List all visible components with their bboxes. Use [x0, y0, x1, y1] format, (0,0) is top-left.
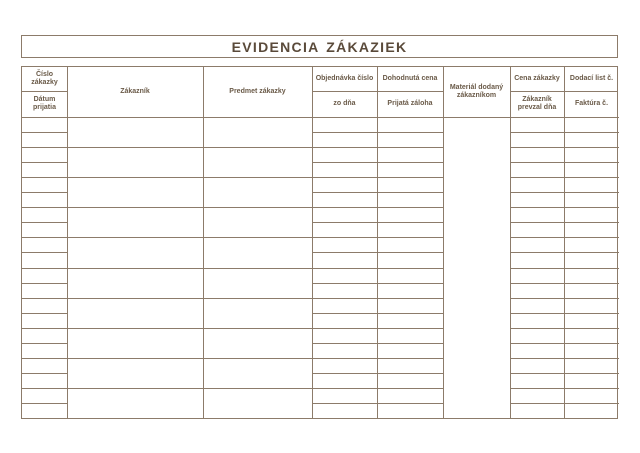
row-half-divider [377, 373, 443, 374]
row-half-divider [564, 313, 619, 314]
order-register-table [21, 66, 618, 419]
row-half-divider [312, 252, 377, 253]
row-half-divider [564, 403, 619, 404]
row-half-divider [564, 373, 619, 374]
row-half-divider [22, 222, 67, 223]
row-half-divider [312, 222, 377, 223]
row-half-divider [22, 192, 67, 193]
column-divider [67, 67, 68, 418]
row-half-divider [312, 343, 377, 344]
row-divider [22, 147, 443, 148]
header-customer-material: Materiál dodaný zákazníkom [449, 84, 504, 99]
row-half-divider [377, 283, 443, 284]
row-half-divider [510, 403, 564, 404]
row-half-divider [377, 162, 443, 163]
header-order-price: Cena zákazky [514, 75, 560, 82]
row-divider [22, 207, 443, 208]
row-half-divider [312, 162, 377, 163]
header-bottom-line [22, 117, 619, 118]
row-half-divider [22, 252, 67, 253]
column-divider [443, 67, 444, 418]
row-half-divider [22, 403, 67, 404]
row-half-divider [564, 192, 619, 193]
row-divider [510, 388, 619, 389]
column-divider [564, 67, 565, 418]
header-customer-received-date: Zákazník prevzal dňa [517, 96, 557, 111]
row-half-divider [312, 132, 377, 133]
column-divider [377, 67, 378, 418]
row-divider [22, 328, 443, 329]
row-half-divider [22, 373, 67, 374]
row-half-divider [22, 132, 67, 133]
row-half-divider [312, 403, 377, 404]
page-title: EVIDENCIA ZÁKAZIEK [231, 38, 408, 55]
row-divider [22, 268, 443, 269]
row-half-divider [564, 283, 619, 284]
column-divider [203, 67, 204, 418]
header-delivery-note: Dodací list č. [569, 75, 614, 82]
header-order-number: Číslo zákazky [31, 71, 58, 86]
row-half-divider [377, 252, 443, 253]
row-half-divider [312, 373, 377, 374]
row-half-divider [510, 132, 564, 133]
row-half-divider [510, 222, 564, 223]
row-half-divider [510, 252, 564, 253]
row-half-divider [377, 343, 443, 344]
row-half-divider [312, 313, 377, 314]
column-divider [312, 67, 313, 418]
row-divider [510, 358, 619, 359]
row-divider [510, 328, 619, 329]
row-divider [510, 237, 619, 238]
row-half-divider [22, 162, 67, 163]
row-half-divider [564, 343, 619, 344]
row-half-divider [510, 313, 564, 314]
row-half-divider [510, 373, 564, 374]
row-half-divider [564, 162, 619, 163]
title-box [21, 35, 618, 58]
row-half-divider [510, 283, 564, 284]
row-half-divider [510, 192, 564, 193]
row-half-divider [377, 132, 443, 133]
header-date-received: Dátum prijatia [33, 96, 56, 111]
row-divider [510, 207, 619, 208]
header-purchase-order-number: Objednávka číslo [315, 75, 374, 82]
row-half-divider [377, 222, 443, 223]
row-divider [510, 177, 619, 178]
row-divider [22, 298, 443, 299]
row-half-divider [312, 283, 377, 284]
row-half-divider [510, 162, 564, 163]
column-divider [510, 67, 511, 418]
row-half-divider [564, 132, 619, 133]
header-order-date: zo dňa [333, 100, 356, 107]
row-divider [510, 147, 619, 148]
row-divider [510, 298, 619, 299]
row-divider [22, 177, 443, 178]
row-half-divider [377, 403, 443, 404]
header-customer: Zákazník [120, 88, 150, 95]
row-divider [510, 268, 619, 269]
row-half-divider [312, 192, 377, 193]
row-divider [22, 388, 443, 389]
row-half-divider [510, 343, 564, 344]
header-agreed-price: Dohodnutá cena [382, 75, 438, 82]
row-half-divider [377, 313, 443, 314]
row-half-divider [22, 343, 67, 344]
row-half-divider [22, 283, 67, 284]
row-divider [22, 237, 443, 238]
header-invoice-number: Faktúra č. [574, 100, 609, 107]
header-order-subject: Predmet zákazky [229, 88, 286, 95]
row-divider [22, 358, 443, 359]
row-half-divider [22, 313, 67, 314]
row-half-divider [377, 192, 443, 193]
row-half-divider [564, 222, 619, 223]
row-half-divider [564, 252, 619, 253]
header-deposit-received: Prijatá záloha [387, 100, 433, 107]
